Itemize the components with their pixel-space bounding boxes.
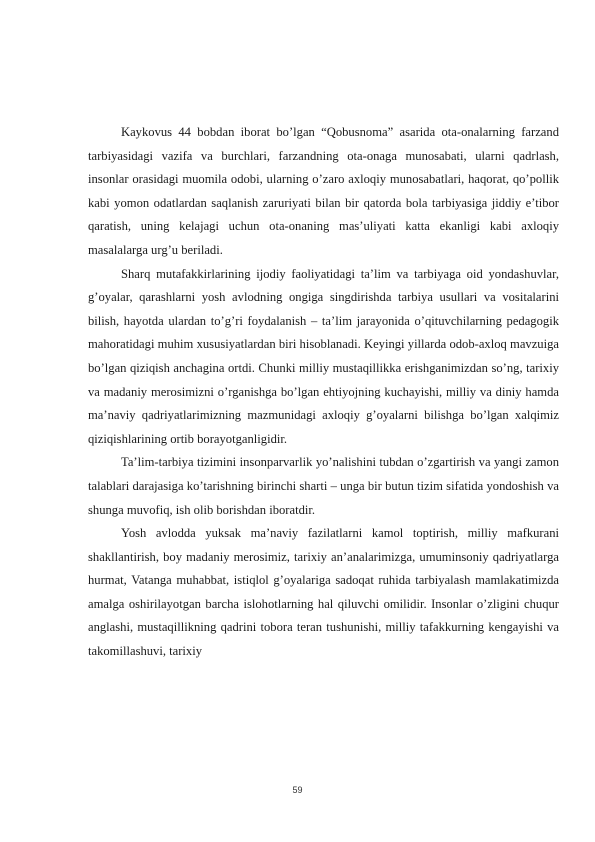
document-body <box>88 121 559 664</box>
paragraph-talim-tarbiya-tizimi: Ta’lim-tarbiya tizimini insonparvarlik yo’nalishini tubdan o’zgartirish va yangi zamon talablari darajasiga ko’tarishning birinchi sharti – unga bir butun tizim sifatida yondoshish va shunga muvofiq, ish olib borishdan iboratdir. <box>88 455 559 517</box>
paragraph-yosh-avlod: Yosh avlodda yuksak ma’naviy fazilatlarni kamol toptirish, milliy mafkurani shakllantirish, boy madaniy merosimiz, tarixiy an’analarimizga, umuminsoniy qadriyatlarga hurmat, Vatanga muhabbat, istiqlol g’oyalariga sadoqat ruhida tarbiyalash mamlakatimizda amalga oshirilayotgan barcha islohotlarning hal qiluvchi omilidir. Insonlar o’zligini chuqur anglashi, mustaqillikning qadrini tobora teran tushunishi, milliy tafakkurning kengayishi va takomillashuvi, tarixiy <box>88 526 559 659</box>
paragraph-qobusnoma: Kaykovus 44 bobdan iborat bo’lgan “Qobusnoma” asarida ota-onalarning farzand tarbiyasidagi vazifa va burchlari, farzandning ota-onaga munosabati, ularni qadrlash, insonlar orasidagi muomila odobi, ularning o’zaro axloqiy munosabatlari, haqorat, qo’pollik kabi yomon odatlardan saqlanish zaruriyati bilan bir qatorda bola tarbiyasiga jiddiy e’tibor qaratish, uning kelajagi uchun ota-onaning mas’uliyati katta ekanligi kabi axloqiy masalalarga urg’u beriladi. <box>88 125 559 257</box>
page-number: 59 <box>292 785 303 795</box>
paragraph-sharq-mutafakkirlari: Sharq mutafakkirlarining ijodiy faoliyatidagi ta’lim va tarbiyaga oid yondashuvlar, g’oyalar, qarashlarni yosh avlodning ongiga singdirishda tarbiya usullari va vositalarini bilish, hayotda ulardan to’g’ri foydalanish – ta’lim jarayonida o’qituvchilarning pedagogik mahoratidagi muhim xususiyatlardan biri hisoblanadi. Keyingi yillarda odob-axloq mavzuiga bo’lgan qiziqish anchagina ortdi. Chunki milliy mustaqillikka erishganimizdan so’ng, tarixiy va madaniy merosimizni o’rganishga bo’lgan ehtiyojning kuchayishi, milliy va diniy hamda ma’naviy qadriyatlarimizning mazmunidagi axloqiy g’oyalarni bilishga bo’lgan xalqimiz qiziqishlarining ortib borayotganligidir. <box>88 266 559 446</box>
